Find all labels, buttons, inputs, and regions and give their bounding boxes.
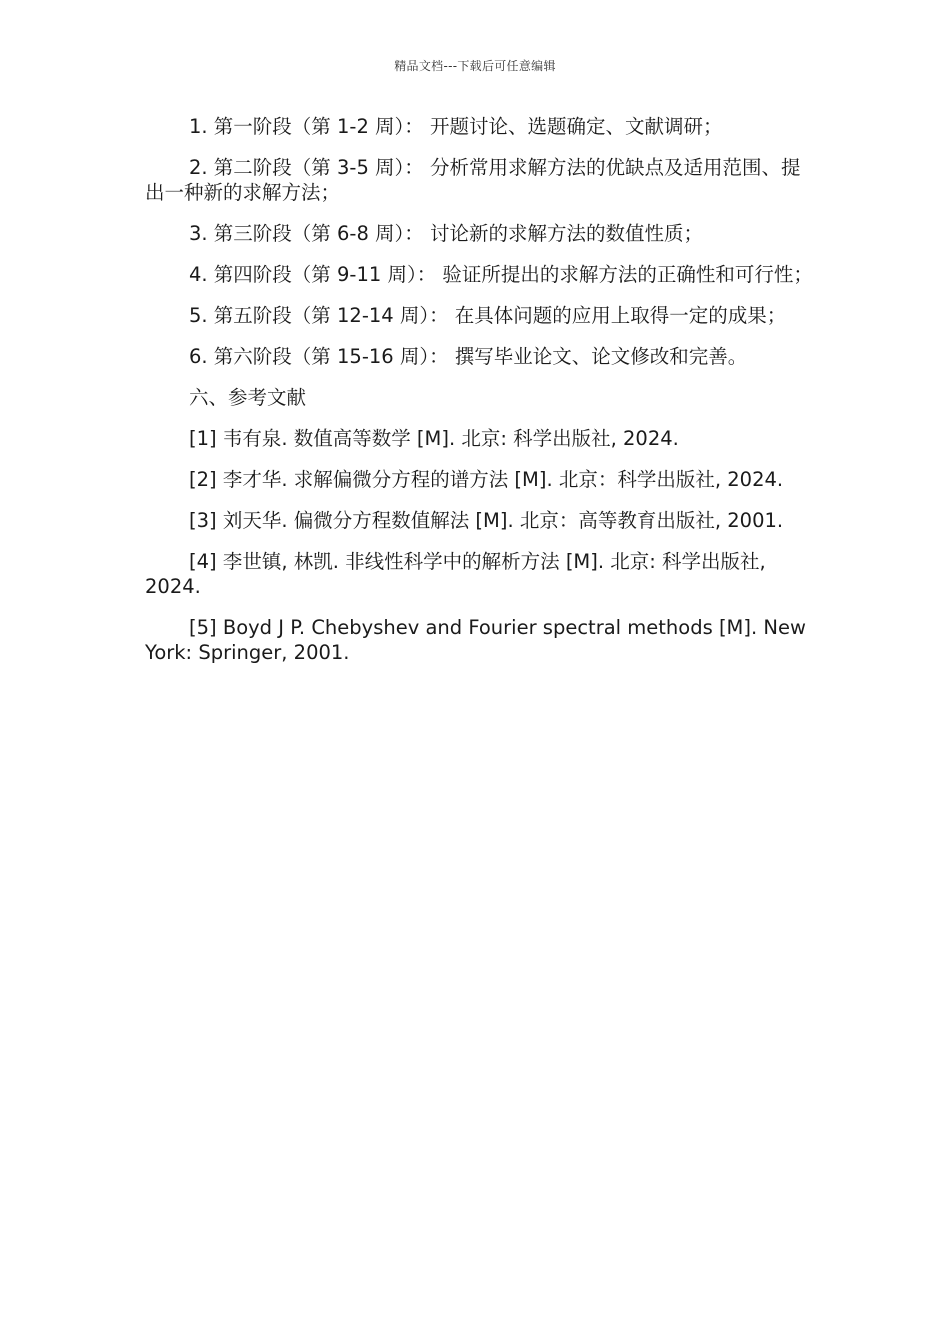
schedule-item-2: 2. 第二阶段（第 3-5 周）： 分析常用求解方法的优缺点及适用范围、提出一种新的求解方法；: [145, 156, 801, 204]
reference-item-2: [2] 李才华. 求解偏微分方程的谱方法 [M]. 北京：科学出版社, 2024.: [189, 468, 784, 491]
schedule-item-1: 1. 第一阶段（第 1-2 周）： 开题讨论、选题确定、文献调研；: [189, 115, 723, 138]
schedule-item-5: 5. 第五阶段（第 12-14 周）： 在具体问题的应用上取得一定的成果；: [189, 304, 787, 327]
reference-item-5: [5] Boyd J P. Chebyshev and Fourier spectral methods [M]. New York: Springer, 2001.: [145, 616, 806, 664]
schedule-item-4: 4. 第四阶段（第 9-11 周）： 验证所提出的求解方法的正确性和可行性；: [189, 263, 813, 286]
reference-item-1: [1] 韦有泉. 数值高等数学 [M]. 北京: 科学出版社, 2024.: [189, 427, 679, 450]
references-heading: 六、参考文献: [189, 386, 307, 409]
reference-item-4: [4] 李世镇, 林凯. 非线性科学中的解析方法 [M]. 北京: 科学出版社, 2024.: [145, 550, 766, 598]
document-body: [145, 114, 817, 681]
schedule-item-3: 3. 第三阶段（第 6-8 周）： 讨论新的求解方法的数值性质；: [189, 222, 703, 245]
reference-item-3: [3] 刘天华. 偏微分方程数值解法 [M]. 北京：高等教育出版社, 2001.: [189, 509, 784, 532]
page-header: 精品文档---下载后可任意编辑: [394, 59, 556, 73]
schedule-item-6: 6. 第六阶段（第 15-16 周）： 撰写毕业论文、论文修改和完善。: [189, 345, 748, 368]
